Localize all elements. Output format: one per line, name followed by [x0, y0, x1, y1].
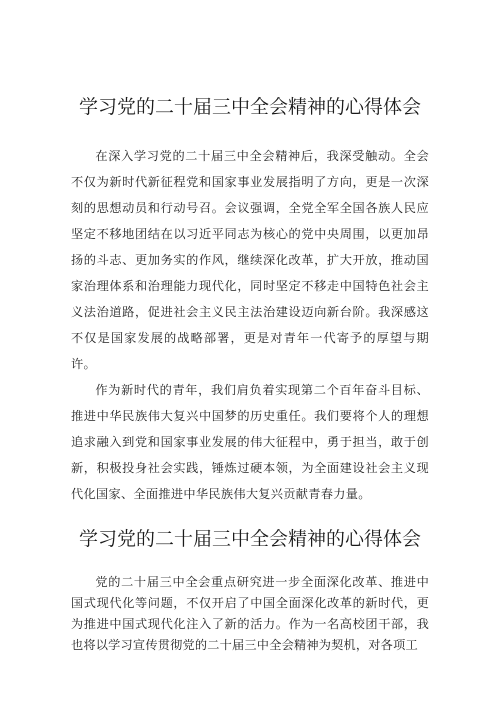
section-body — [71, 572, 429, 656]
section-title: 学习党的二十届三中全会精神的心得体会 — [78, 96, 421, 118]
body-paragraph: 在深入学习党的二十届三中全会精神后，我深受触动。全会不仅为新时代新征程党和国家事业发展指明了方向，更是一次深刻的思想动员和行动号召。会议强调，全党全军全国各族人民应坚定不移地团结在以习近平同志为核心的党中央周围，以更加昂扬的斗志、更加务实的作风，继续深化改革，扩大开放，推动国家治理体系和治理能力现代化，同时坚定不移走中国特色社会主义法治道路，促进社会主义民主法治建设迈向新台阶。我深感这不仅是国家发展的战略部署，更是对青年一代寄予的厚望与期许。 — [71, 149, 429, 371]
body-paragraph: 作为新时代的青年，我们肩负着实现第二个百年奋斗目标、推进中华民族伟大复兴中国梦的历史重任。我们要将个人的理想追求融入到党和国家事业发展的伟大征程中，勇于担当，敢于创新，积极投身社会实践，锤炼过硬本领，为全面建设社会主义现代化国家、全面推进中华民族伟大复兴贡献青春力量。 — [71, 383, 429, 501]
section-body — [71, 143, 429, 507]
section-title: 学习党的二十届三中全会精神的心得体会 — [78, 528, 421, 550]
body-paragraph: 党的二十届三中全会重点研究进一步全面深化改革、推进中国式现代化等问题，不仅开启了中国全面深化改革的新时代，更为推进中国式现代化注入了新的活力。作为一名高校团干部，我也将以学习宣传贯彻党的二十届三中全会精神为契机，对各项工 — [71, 575, 429, 652]
